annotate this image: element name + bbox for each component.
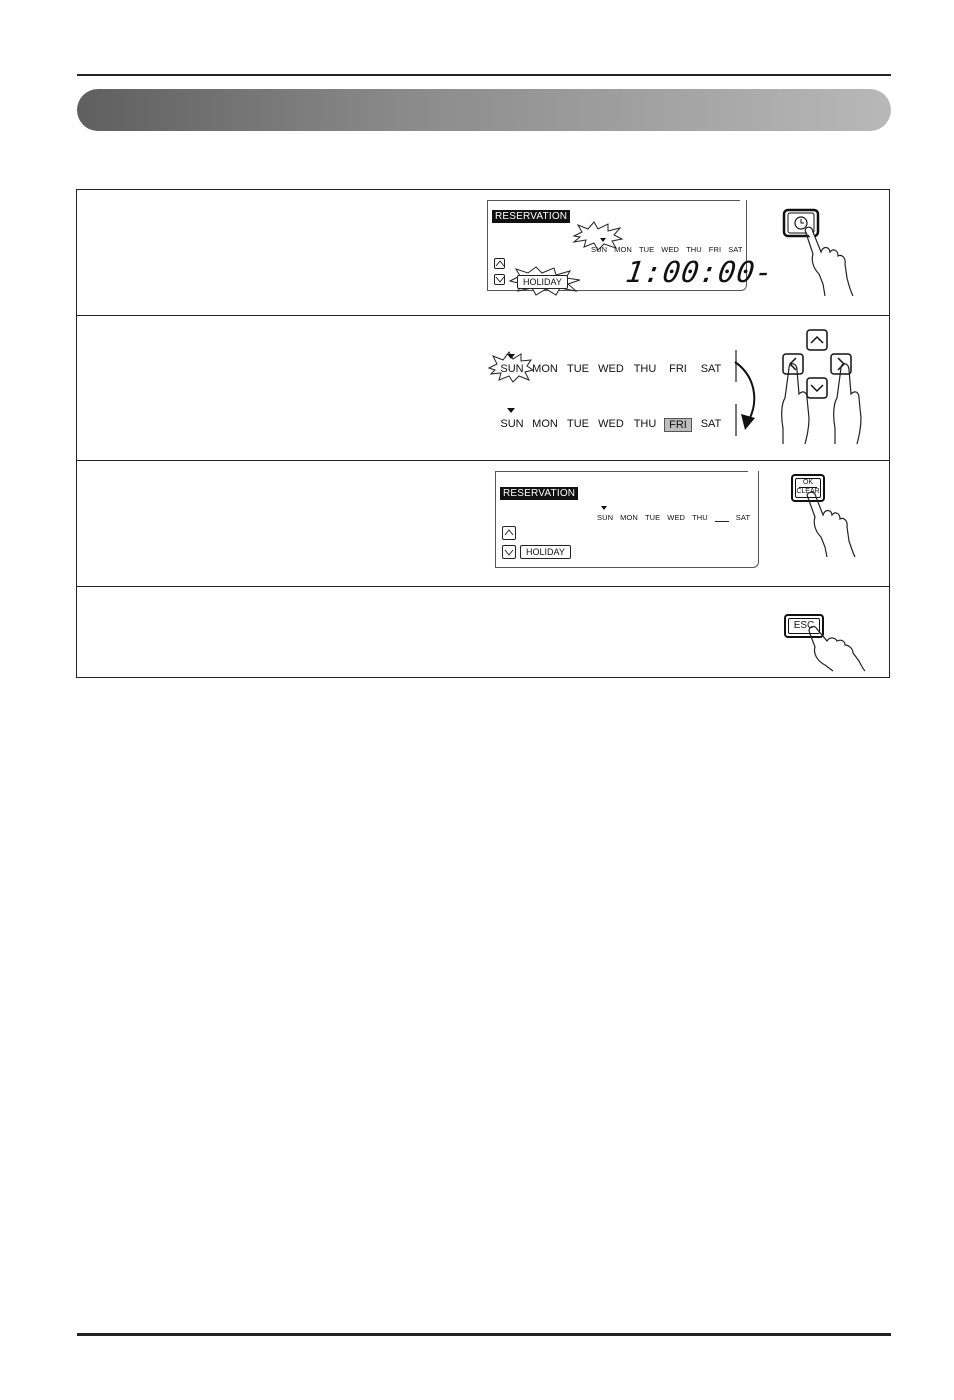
holiday-label: HOLIDAY: [517, 275, 568, 289]
chevron-down-icon: [496, 277, 504, 282]
reservation-tag: RESERVATION: [492, 210, 570, 223]
day-wed: WED: [598, 418, 624, 430]
pointing-hand-icon: [841, 364, 861, 444]
day-fri-blank: [715, 513, 729, 522]
day-wed: WED: [598, 363, 624, 375]
lcd-display-reservation: [487, 200, 777, 291]
day-sun: SUN: [500, 363, 524, 375]
down-arrow-indicator: [502, 545, 516, 559]
day-tue: TUE: [638, 245, 655, 254]
chevron-up-icon: [496, 261, 504, 266]
day-sun: SUN: [597, 513, 614, 522]
day-mon: MON: [532, 363, 558, 375]
footer-rule: [77, 1333, 891, 1336]
ok-label: OK: [802, 479, 814, 486]
lcd-display-reservation-result: [495, 471, 759, 568]
header-rule: [77, 74, 891, 76]
day-pointer-icon: [507, 408, 515, 413]
day-fri: FRI: [708, 245, 722, 254]
day-mon: MON: [532, 418, 558, 430]
day-strip-after: [497, 418, 727, 432]
day-sat: SAT: [728, 245, 743, 254]
up-button: [807, 330, 827, 350]
day-sat: SAT: [735, 513, 751, 522]
day-tue: TUE: [644, 513, 661, 522]
day-strip: [597, 513, 750, 522]
day-fri-selected: FRI: [664, 418, 692, 432]
day-tue: TUE: [567, 363, 589, 375]
day-sun: SUN: [591, 245, 608, 254]
day-mon: MON: [620, 513, 638, 522]
timer-button-press[interactable]: [783, 208, 859, 296]
day-pointer-icon: [600, 238, 606, 242]
chevron-down-icon: [505, 550, 513, 555]
day-sat: SAT: [700, 418, 722, 430]
day-thu: THU: [633, 363, 657, 375]
day-wed: WED: [667, 513, 686, 522]
step-row-4: [77, 587, 889, 677]
step-row-2: [77, 316, 889, 461]
day-thu: THU: [692, 513, 708, 522]
pointing-hand-icon: [789, 364, 809, 444]
down-arrow-indicator: [494, 274, 505, 285]
step-row-1: [77, 190, 889, 316]
day-fri: FRI: [669, 363, 687, 375]
day-wed: WED: [661, 245, 680, 254]
day-tue: TUE: [567, 418, 589, 430]
day-pointer-icon: [601, 506, 607, 510]
direction-pad-press[interactable]: [777, 328, 877, 446]
day-thu: THU: [633, 418, 657, 430]
day-sun: SUN: [500, 418, 524, 430]
section-title-bar: [77, 89, 891, 131]
reservation-tag: RESERVATION: [500, 487, 578, 500]
time-readout: 1:00:00-: [623, 255, 777, 289]
clear-label: CLEAR: [796, 488, 820, 495]
steps-table: [76, 189, 890, 678]
day-mon: MON: [614, 245, 632, 254]
pointing-hand-icon: [803, 491, 863, 557]
up-arrow-indicator: [494, 258, 505, 269]
up-arrow-indicator: [502, 526, 516, 540]
day-strip: [591, 245, 743, 254]
esc-label: ESC: [793, 620, 815, 631]
down-button: [807, 378, 827, 398]
step-row-3: [77, 461, 889, 587]
chevron-up-icon: [505, 530, 513, 535]
pointing-hand-icon: [807, 625, 867, 671]
curved-arrow-icon: [731, 360, 761, 430]
day-thu: THU: [686, 245, 702, 254]
day-sat: SAT: [700, 363, 722, 375]
day-pointer-icon: [507, 354, 515, 359]
holiday-label: HOLIDAY: [520, 545, 571, 559]
day-strip-before: [497, 363, 727, 375]
